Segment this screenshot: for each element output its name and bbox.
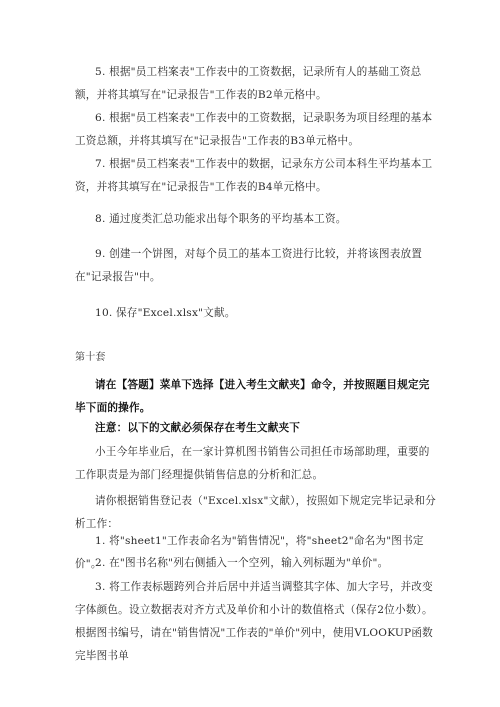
instruction-paragraph: 请在【答题】菜单下选择【进入考生文献夹】命令，并按照题目规定完毕下面的操作。 bbox=[75, 379, 430, 414]
note-paragraph: 注意：以下的文献必须保存在考生文献夹下 bbox=[95, 422, 301, 434]
task-item-1: 1. 将"sheet1"工作表命名为"销售情况"，将"sheet2"命名为"图书定价"。 bbox=[75, 535, 424, 570]
paragraph-item-9: 9. 创建一个饼图，对每个员工的基本工资进行比较，并将该图表放置在"记录报告"中。 bbox=[75, 248, 423, 283]
task-intro-paragraph: 请你根据销售登记表（"Excel.xlsx"文献），按照如下规定完毕记录和分析工作： bbox=[75, 495, 436, 530]
section-heading: 第十套 bbox=[75, 352, 106, 363]
task-item-2: 2. 在"图书名称"列右侧插入一个空列，输入列标题为"单价"。 bbox=[95, 557, 389, 569]
paragraph-item-10: 10. 保存"Excel.xlsx"文献。 bbox=[95, 307, 236, 319]
task-item-3: 3. 将工作表标题跨列合并后居中并适当调整其字体、加大字号，并改变字体颜色。设立数据表对齐方式及单价和小计的数值格式（保存2位小数）。根据图书编号，请在"销售情况"工作表的"单价"列中，使用VLOOKUP函数完毕图书单 bbox=[75, 581, 433, 662]
scenario-paragraph: 小王今年毕业后，在一家计算机图书销售公司担任市场部助理，重要的工作职责是为部门经理提供销售信息的分析和汇总。 bbox=[75, 446, 430, 481]
paragraph-item-5: 5. 根据"员工档案表"工作表中的工资数据，记录所有人的基础工资总额，并将其填写在"记录报告"工作表的B2单元格中。 bbox=[75, 66, 422, 101]
paragraph-item-7: 7. 根据"员工档案表"工作表中的数据，记录东方公司本科生平均基本工资，并将其填写在"记录报告"工作表的B4单元格中。 bbox=[75, 158, 433, 193]
paragraph-item-8: 8. 通过度类汇总功能求出每个职务的平均基本工资。 bbox=[95, 213, 347, 225]
paragraph-item-6: 6. 根据"员工档案表"工作表中的工资数据，记录职务为项目经理的基本工资总额，并将其填写在"记录报告"工作表的B3单元格中。 bbox=[75, 112, 433, 147]
